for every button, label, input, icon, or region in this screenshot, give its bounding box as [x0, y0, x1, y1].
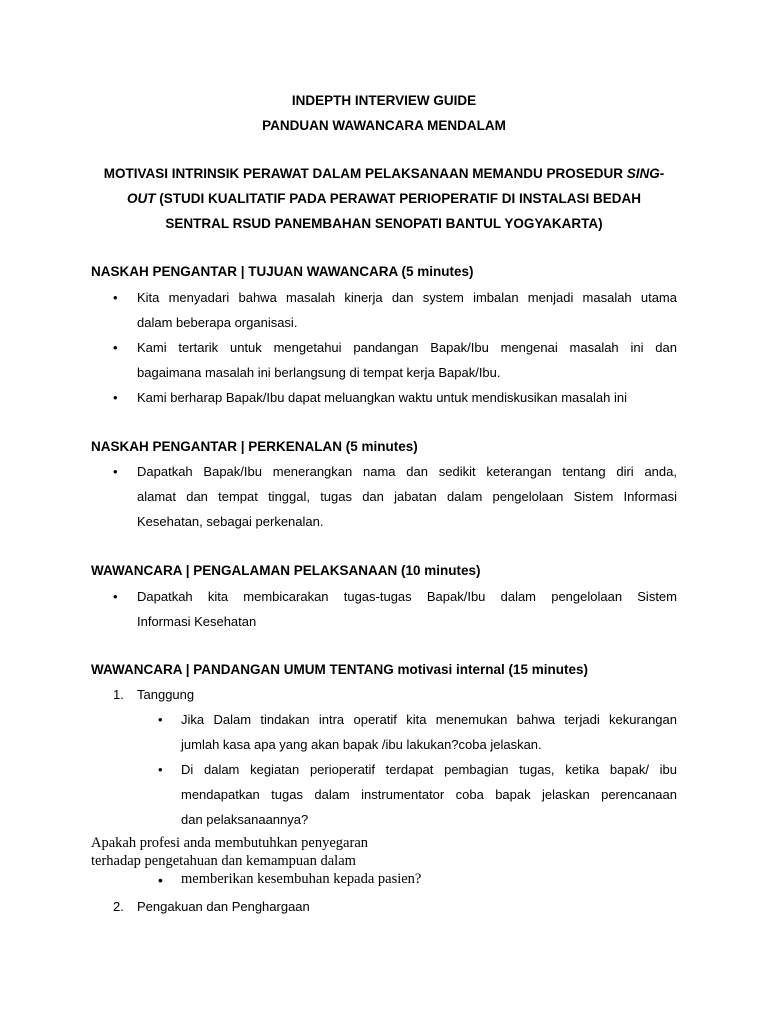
- study-title-line-3: SENTRAL RSUD PANEMBAHAN SENOPATI BANTUL YOGYAKARTA): [165, 216, 603, 231]
- bullet-marker: •: [113, 464, 118, 479]
- bullet-marker: •: [158, 762, 163, 777]
- bullet-text: Kami tertarik untuk mengetahui pandangan Bapak/Ibu mengenai masalah ini dan: [137, 340, 677, 355]
- question-line: terhadap pengetahuan dan kemampuan dalam: [91, 853, 356, 869]
- section-heading-perkenalan: NASKAH PENGANTAR | PERKENALAN (5 minutes): [91, 439, 418, 454]
- list-number: 2.: [113, 899, 124, 914]
- bullet-text: Kesehatan, sebagai perkenalan.: [137, 514, 324, 529]
- bullet-text: mendapatkan tugas dalam instrumentator coba bapak jelaskan perencanaan: [181, 787, 677, 802]
- bullet-marker: •: [158, 872, 163, 888]
- bullet-text: alamat dan tempat tinggal, tugas dan jabatan dalam pengelolaan Sistem Informasi: [137, 489, 677, 504]
- bullet-text: Informasi Kesehatan: [137, 614, 257, 629]
- study-title-text: MOTIVASI INTRINSIK PERAWAT DALAM PELAKSANAAN MEMANDU PROSEDUR: [103, 166, 627, 181]
- study-title-italic: SING-: [626, 166, 665, 181]
- study-title-text: (STUDI KUALITATIF PADA PERAWAT PERIOPERATIF DI INSTALASI BEDAH: [155, 191, 641, 206]
- study-title-italic: OUT: [127, 191, 156, 206]
- bullet-marker: •: [113, 340, 118, 355]
- title-indepth: INDEPTH INTERVIEW GUIDE: [291, 93, 477, 108]
- bullet-text: Di dalam kegiatan perioperatif terdapat pembagian tugas, ketika bapak/ ibu: [181, 762, 677, 777]
- bullet-text: Kita menyadari bahwa masalah kinerja dan system imbalan menjadi masalah utama: [137, 290, 677, 305]
- bullet-text: jumlah kasa apa yang akan bapak /ibu lakukan?coba jelaskan.: [181, 737, 542, 752]
- bullet-text: dan pelaksanaannya?: [181, 812, 309, 827]
- bullet-text: Dapatkah kita membicarakan tugas-tugas Bapak/Ibu dalam pengelolaan Sistem: [137, 589, 677, 604]
- list-item-pengakuan: Pengakuan dan Penghargaan: [137, 899, 310, 914]
- bullet-marker: •: [113, 290, 118, 305]
- bullet-text: Jika Dalam tindakan intra operatif kita menemukan bahwa terjadi kekurangan: [181, 712, 677, 727]
- bullet-marker: •: [113, 589, 118, 604]
- bullet-marker: •: [113, 390, 118, 405]
- section-heading-tujuan: NASKAH PENGANTAR | TUJUAN WAWANCARA (5 minutes): [91, 264, 474, 279]
- study-title-line-2: [0, 191, 768, 206]
- question-line: memberikan kesembuhan kepada pasien?: [181, 871, 422, 887]
- title-panduan: PANDUAN WAWANCARA MENDALAM: [262, 118, 506, 133]
- bullet-text: dalam beberapa organisasi.: [137, 315, 298, 330]
- bullet-text: Kami berharap Bapak/Ibu dapat meluangkan waktu untuk mendiskusikan masalah ini: [137, 390, 627, 405]
- bullet-marker: •: [158, 712, 163, 727]
- bullet-text: bagaimana masalah ini berlangsung di tempat kerja Bapak/Ibu.: [137, 365, 501, 380]
- study-title-line-1: [0, 166, 768, 181]
- list-item-tanggung: Tanggung: [137, 687, 195, 702]
- section-heading-pengalaman: WAWANCARA | PENGALAMAN PELAKSANAAN (10 minutes): [91, 563, 481, 578]
- section-heading-pandangan-umum: WAWANCARA | PANDANGAN UMUM TENTANG motivasi internal (15 minutes): [91, 662, 589, 677]
- bullet-text: Dapatkah Bapak/Ibu menerangkan nama dan sedikit keterangan tentang diri anda,: [137, 464, 677, 479]
- list-number: 1.: [113, 687, 124, 702]
- question-line: Apakah profesi anda membutuhkan penyegaran: [91, 835, 369, 851]
